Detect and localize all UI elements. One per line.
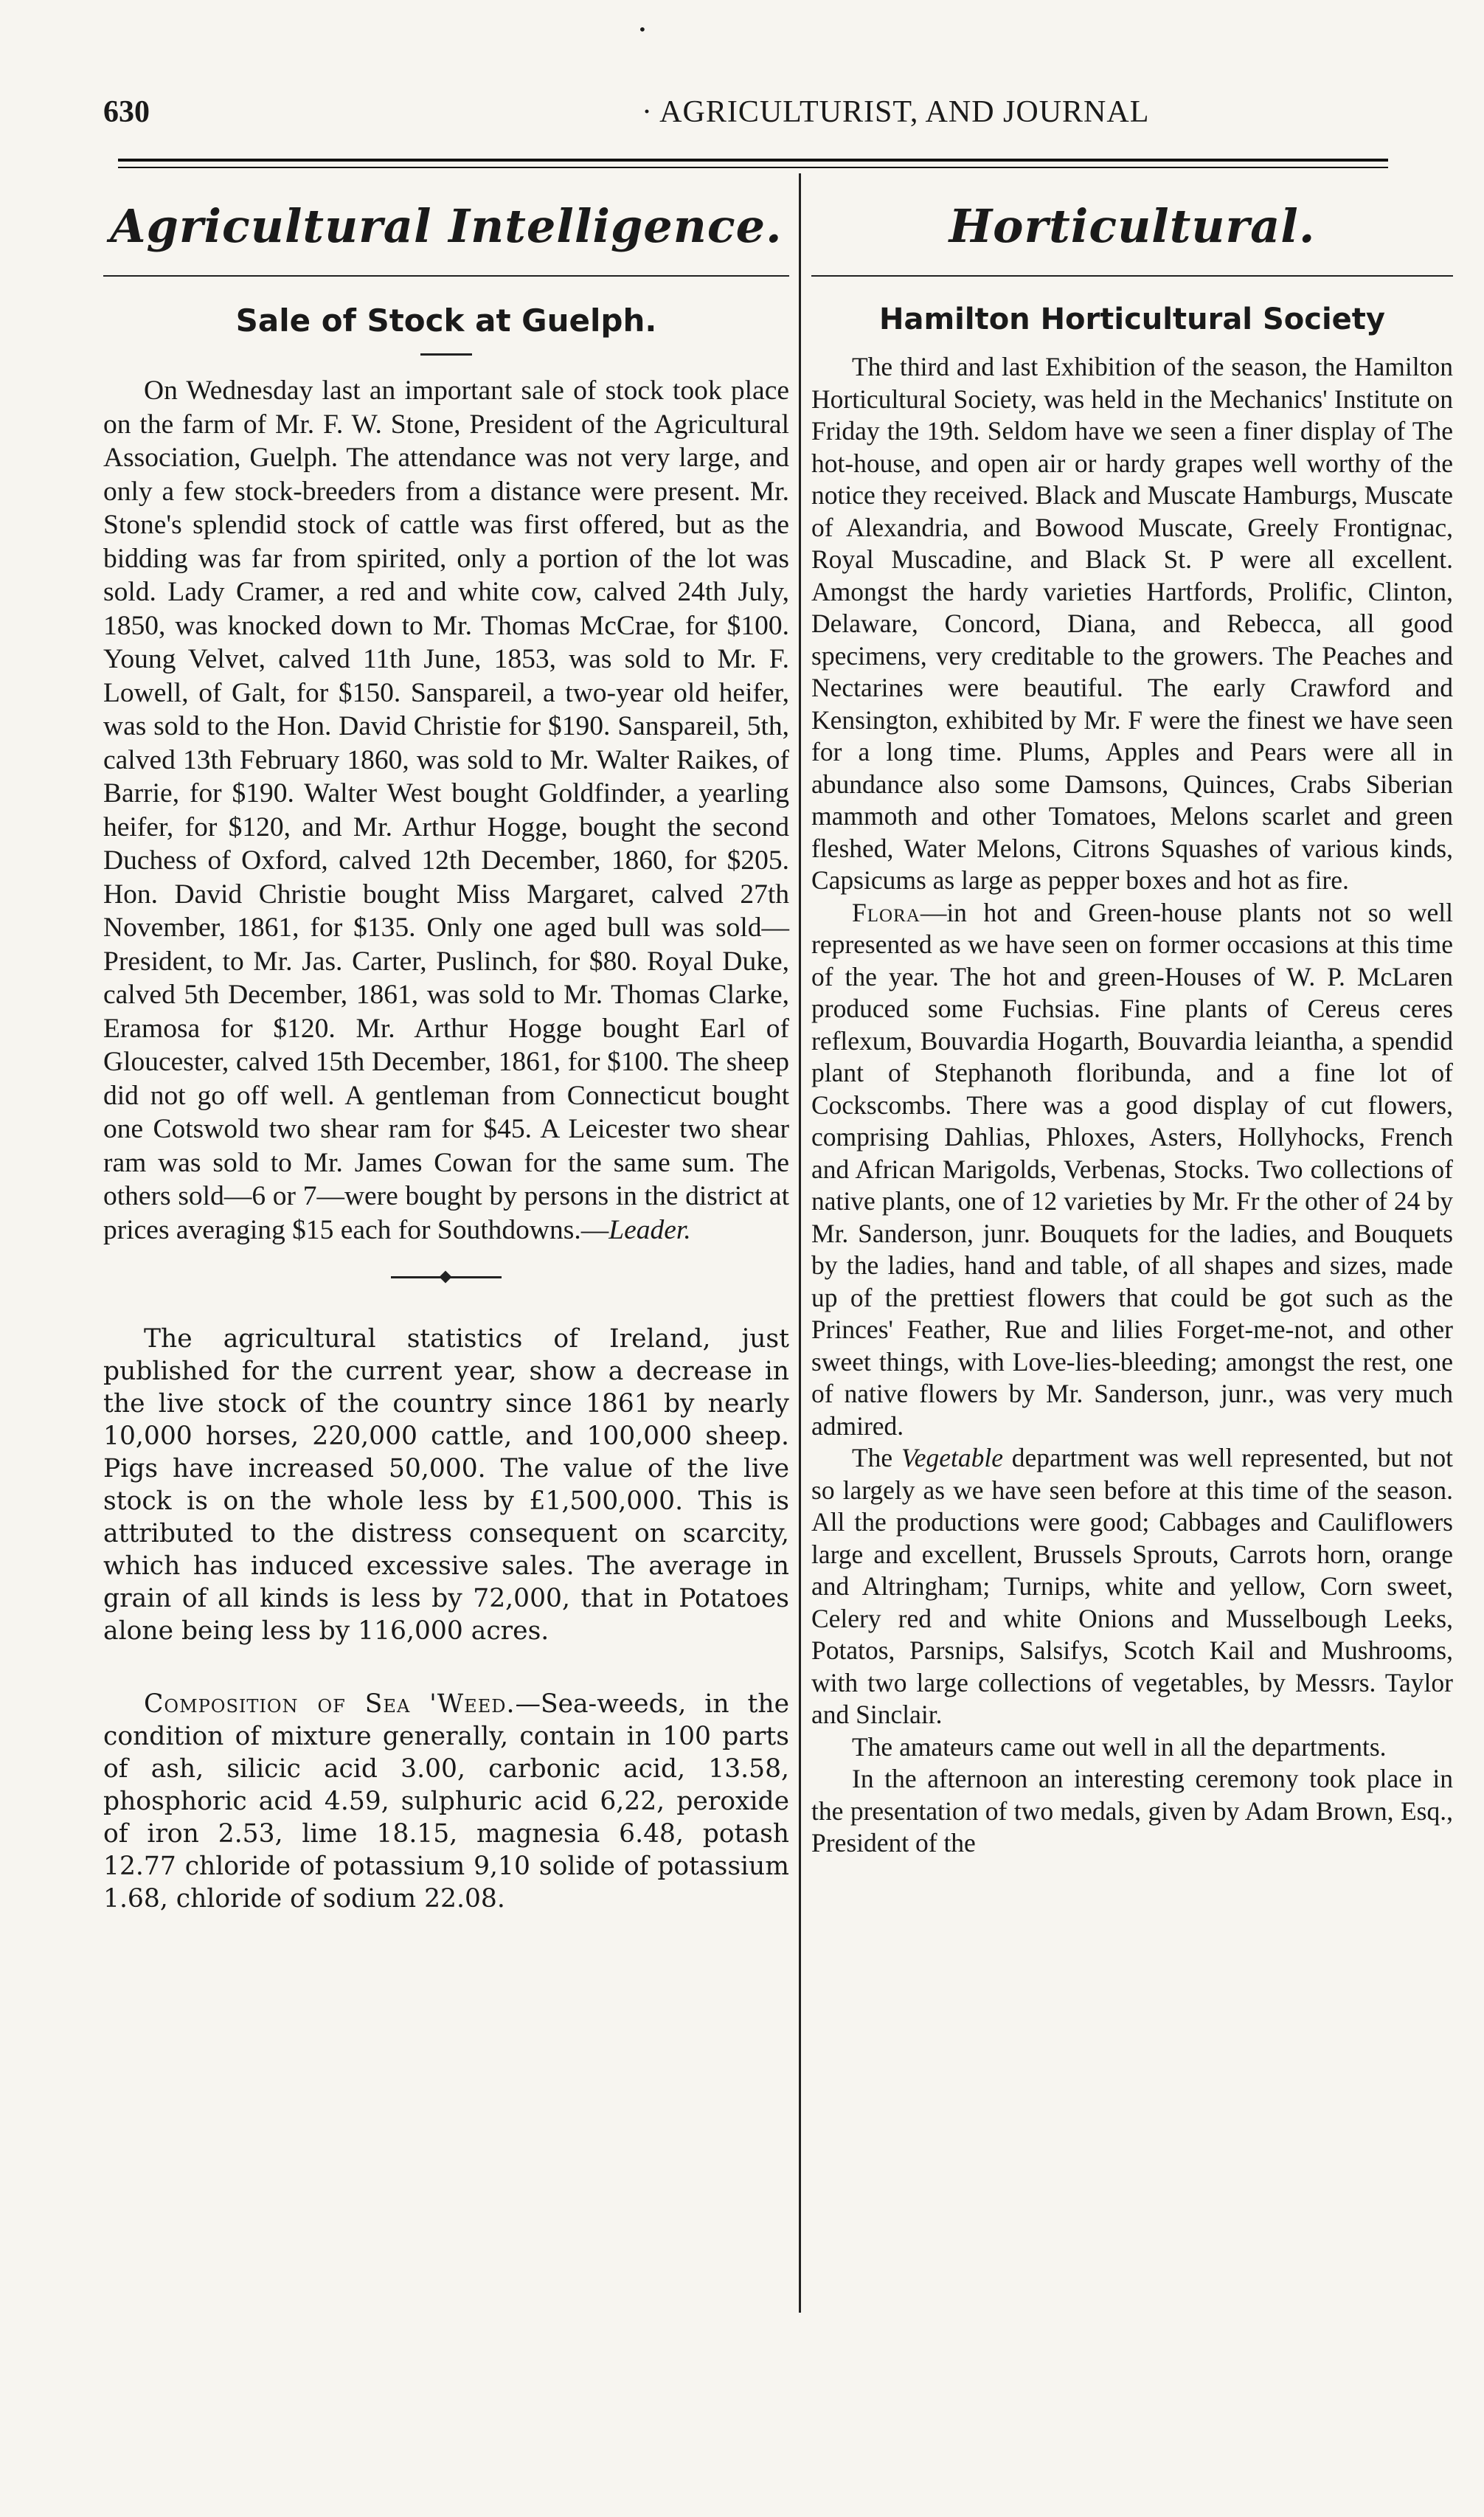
section-title-horticultural: Horticultural. bbox=[949, 199, 1316, 253]
left-column bbox=[103, 184, 789, 1915]
section-title-agricultural: Agricultural Intelligence. bbox=[110, 199, 783, 253]
header-rule bbox=[118, 159, 1388, 162]
vegetable-paragraph bbox=[811, 1442, 1453, 1731]
amateurs-paragraph: The amateurs came out well in all the departments. bbox=[852, 1731, 1387, 1762]
article-title-guelph: Sale of Stock at Guelph. bbox=[235, 302, 657, 339]
page-number: 630 bbox=[103, 95, 150, 129]
speck-mark: • bbox=[638, 21, 647, 38]
vegetable-italic: Vegetable bbox=[901, 1443, 1003, 1472]
guelph-text: On Wednesday last an important sale of stock took place on the farm of Mr. F. W. Stone, President of the Agricultural Association, Guelph. The attendance was not very large, and only a few stock-breeders from a distance were present. Mr. Stone's splendid stock of cattle was first offered, but as the bidding was far from spirited, only a portion of the lot was sold. Lady Cramer, a red and white cow, calved 24th July, 1850, was knocked down to Mr. Thomas McCrae, for $100. Young Velvet, calved 11th June, 1853, was sold to Mr. F. Lowell, of Galt, for $150. Sanspareil, a two-year old heifer, was sold to the Hon. David Christie for $190. Sanspareil, 5th, calved 13th February 1860, was sold to Mr. Walter Raikes, of Barrie, for $190. Walter West bought Goldfinder, a yearling heifer, for $120, and Mr. Arthur Hogge, bought the second Duchess of Oxford, calved 12th December, 1860, for $205. Hon. David Christie bought Miss Margaret, calved 27th November, 1861, for $135. Only one aged bull was sold—President, to Mr. Jas. Carter, Puslinch, for $80. Royal Duke, calved 5th December, 1861, was sold to Mr. Thomas Clarke, Eramosa for $120. Mr. Arthur Hogge bought Earl of Gloucester, calved 15th December, 1861, for $100. The sheep did not go off well. A gentleman from Connecticut bought one Cotswold two shear ram for $45. A Leicester two shear ram was sold to Mr. James Cowan for the same sum. The others sold—6 or 7—were bought by persons in the district at prices averaging $15 each for Southdowns.— bbox=[103, 375, 789, 1245]
article-source: Leader. bbox=[608, 1214, 691, 1245]
page-header bbox=[103, 94, 1359, 139]
section-rule bbox=[103, 275, 789, 277]
ceremony-paragraph: In the afternoon an interesting ceremony took place in the presentation of two medals, given by Adam Brown, Esq., President of the bbox=[811, 1764, 1453, 1858]
column-divider bbox=[799, 173, 801, 2313]
ornament-separator bbox=[391, 1276, 502, 1278]
statistics-paragraph: The agricultural statistics of Ireland, just published for the current year, show a decrease in the live stock of the country since 1861 by nearly 10,000 horses, 220,000 cattle, and 100,000 sheep. Pigs have increased 50,000. The value of the live stock is on the whole less by £1,500,000. This is attributed to the distress consequent on scarcity, which has induced excessive sales. The average in grain of all kinds is less by 72,000, that in Potatoes alone being less by 116,000 acres. bbox=[103, 1324, 789, 1646]
seaweed-text: —Sea-weeds, in the condition of mixture generally, contain in 100 parts of ash, silicic acid 3.00, carbonic acid, 13.58, phosphoric acid 4.59, sulphuric acid 6,22, peroxide of iron 2.53, lime 18.15, magnesia 6.48, potash 12.77 chloride of potassium 9,10 solide of potassium 1.68, chloride of sodium 22.08. bbox=[103, 1689, 789, 1914]
seaweed-paragraph bbox=[103, 1688, 789, 1915]
guelph-paragraph bbox=[103, 374, 789, 1247]
article-title-hamilton: Hamilton Horticultural Society bbox=[879, 302, 1385, 336]
header-rule-thin bbox=[118, 167, 1388, 168]
seaweed-heading: Composition of Sea 'Weed. bbox=[144, 1689, 516, 1719]
section-rule bbox=[811, 275, 1453, 277]
right-column bbox=[811, 184, 1453, 1860]
exhibition-paragraph: The third and last Exhibition of the season, the Hamilton Horticultural Society, was held in the Mechanics' Institute on Friday the 19th. Seldom have we seen a finer display of The hot-house, and open air or hardy grapes well worthy of the notice they received. Black and Muscate Hamburgs, Muscate of Alexandria, and Bowood Muscate, Greely Frontignac, Royal Muscadine, and Black St. P were all excellent. Amongst the hardy varieties Hartfords, Prolific, Clinton, Delaware, Concord, Diana, and Rebecca, all good specimens, very creditable to the growers. The Peaches and Nectarines were beautiful. The early Crawford and Kensington, exhibited by Mr. F were the finest we have seen for a long time. Plums, Apples and Pears were all in abundance also some Damsons, Quinces, Crabs Siberian mammoth and other Tomatoes, Melons scarlet and green fleshed, Water Melons, Citrons Squashes of various kinds, Capsicums as large as pepper boxes and hot as fire. bbox=[811, 352, 1453, 895]
journal-title: · AGRICULTURIST, AND JOURNAL bbox=[642, 95, 1150, 129]
flora-paragraph bbox=[811, 897, 1453, 1443]
vegetable-text: department was well represented, but not so largely as we have seen before at this time of the season. All the productions were good; Cabbages and Cauliflowers large and excellent, Brussels Sprouts, Carrots horn, orange and Altringham; Turnips, white and yellow, Corn sweet, Celery red and white Onions and Musselbough Leeks, Potatos, Parsnips, Salsifys, Scotch Kail and Mushrooms, with two large collections of vegetables, by Messrs. Taylor and Sinclair. bbox=[811, 1443, 1453, 1729]
vegetable-lead: The bbox=[852, 1443, 893, 1472]
flora-text: —in hot and Green-house plants not so well represented as we have seen on former occasions at this time of the year. The hot and green-Houses of W. P. McLaren produced some Fuchsias. Fine plants of Cereus ceres reflexum, Bouvardia Hogarth, Bouvardia leiantha, a spendid plant of Stephanoth floribunda, and a fine lot of Cockscombs. There was a good display of cut flowers, comprising Dahlias, Phloxes, Asters, Hollyhocks, French and African Marigolds, Verbenas, Stocks. Two collections of native plants, one of 12 varieties by Mr. Fr the other of 24 by Mr. Sanderson, junr. Bouquets for the ladies, and Bouquets by the ladies, hand and table, of all shapes and sizes, made up of the prettiest flowers that could be got such as the Princes' Feather, Rue and lilies Forget-me-not, and other sweet things, with Love-lies-bleeding; amongst the rest, one of native flowers by Mr. Sanderson, junr., was very much admired. bbox=[811, 897, 1453, 1441]
separator bbox=[420, 353, 472, 356]
flora-lead: Flora bbox=[852, 897, 920, 927]
